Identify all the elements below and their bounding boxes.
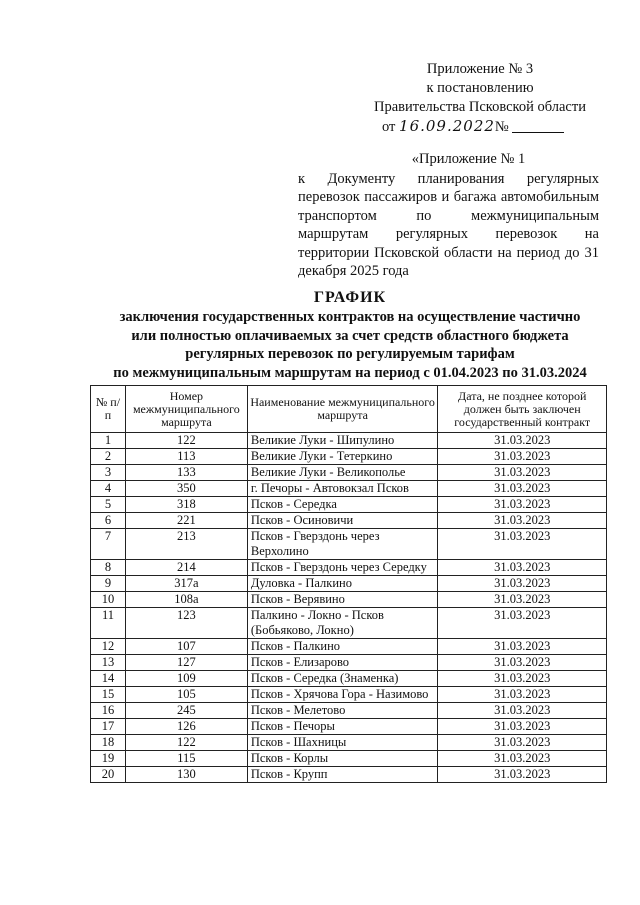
table-body	[91, 433, 607, 783]
deadline-date: 31.03.2023	[438, 719, 607, 735]
route-name: Псков - Печоры	[247, 719, 438, 735]
route-name: Псков - Середка	[247, 497, 438, 513]
table-row	[91, 433, 607, 449]
deadline-date: 31.03.2023	[438, 481, 607, 497]
table-row	[91, 513, 607, 529]
route-number: 213	[125, 529, 247, 560]
route-number: 221	[125, 513, 247, 529]
row-number: 13	[91, 655, 126, 671]
deadline-date: 31.03.2023	[438, 449, 607, 465]
table-row	[91, 719, 607, 735]
row-number: 9	[91, 576, 126, 592]
route-name: г. Печоры - Автовокзал Псков	[247, 481, 438, 497]
row-number: 6	[91, 513, 126, 529]
row-number: 7	[91, 529, 126, 560]
deadline-date: 31.03.2023	[438, 513, 607, 529]
route-name: Псков - Верявино	[247, 592, 438, 608]
route-name: Псков - Хрячова Гора - Назимово	[247, 687, 438, 703]
appendix-3-date-row	[360, 117, 600, 137]
route-number: 133	[125, 465, 247, 481]
table-row	[91, 592, 607, 608]
deadline-date: 31.03.2023	[438, 639, 607, 655]
route-number: 122	[125, 433, 247, 449]
number-label: №	[494, 119, 509, 135]
title-line2: или полностью оплачиваемых за счет средств областного бюджета	[131, 327, 569, 344]
route-name: Псков - Гверздонь через Середку	[247, 560, 438, 576]
row-number: 11	[91, 608, 126, 639]
table-row	[91, 735, 607, 751]
route-name: Псков - Елизарово	[247, 655, 438, 671]
row-number: 14	[91, 671, 126, 687]
table-row	[91, 767, 607, 783]
row-number: 3	[91, 465, 126, 481]
route-number: 318	[125, 497, 247, 513]
row-number: 20	[91, 767, 126, 783]
title-line3: регулярных перевозок по регулируемым тарифам	[185, 346, 515, 362]
appendix-1-body: к Документу планирования регулярных перевозок пассажиров и багажа автомобильным транспортом по межмуниципальным маршрутам регулярных перевозок на территории Псковской области на период до 31 декабря 2025 года	[298, 170, 599, 279]
deadline-date: 31.03.2023	[438, 529, 607, 560]
route-number: 122	[125, 735, 247, 751]
appendix-3-line1: Приложение № 3	[426, 61, 534, 77]
table-row	[91, 449, 607, 465]
deadline-date: 31.03.2023	[438, 703, 607, 719]
header-deadline: Дата, не позднее которой должен быть заключен государственный контракт	[438, 386, 607, 433]
deadline-date: 31.03.2023	[438, 592, 607, 608]
table-row	[91, 608, 607, 639]
row-number: 8	[91, 560, 126, 576]
row-number: 15	[91, 687, 126, 703]
deadline-date: 31.03.2023	[438, 751, 607, 767]
route-number: 126	[125, 719, 247, 735]
deadline-date: 31.03.2023	[438, 576, 607, 592]
route-number: 109	[125, 671, 247, 687]
deadline-date: 31.03.2023	[438, 671, 607, 687]
table-row	[91, 687, 607, 703]
appendix-1-heading: «Приложение № 1	[411, 151, 526, 167]
header-route-name: Наименование межмуниципального маршрута	[247, 386, 438, 433]
deadline-date: 31.03.2023	[438, 608, 607, 639]
table-row	[91, 465, 607, 481]
route-number: 245	[125, 703, 247, 719]
table-row	[91, 560, 607, 576]
route-number: 107	[125, 639, 247, 655]
row-number: 19	[91, 751, 126, 767]
route-name: Палкино - Локно - Псков (Бобьяково, Локно)	[247, 608, 438, 639]
table-row	[91, 497, 607, 513]
table-row	[91, 751, 607, 767]
from-label: от	[382, 119, 396, 135]
deadline-date: 31.03.2023	[438, 465, 607, 481]
appendix-3-line2: к постановлению	[426, 80, 534, 96]
appendix-3-header	[360, 60, 600, 137]
deadline-date: 31.03.2023	[438, 655, 607, 671]
route-name: Великие Луки - Шипулино	[247, 433, 438, 449]
row-number: 10	[91, 592, 126, 608]
route-number: 108а	[125, 592, 247, 608]
route-number: 317а	[125, 576, 247, 592]
deadline-date: 31.03.2023	[438, 560, 607, 576]
route-number: 350	[125, 481, 247, 497]
table-row	[91, 639, 607, 655]
appendix-1-header	[298, 150, 599, 281]
row-number: 1	[91, 433, 126, 449]
title-line1: заключения государственных контрактов на осуществление частично	[119, 309, 581, 325]
route-number: 115	[125, 751, 247, 767]
header-route-number: Номер межмуниципального маршрута	[125, 386, 247, 433]
title-line4: по межмуниципальным маршрутам на период с 01.04.2023 по 31.03.2024	[113, 364, 587, 381]
route-name: Псков - Корлы	[247, 751, 438, 767]
route-name: Псков - Осиновичи	[247, 513, 438, 529]
route-name: Псков - Палкино	[247, 639, 438, 655]
route-name: Псков - Гверздонь через Верхолино	[247, 529, 438, 560]
row-number: 18	[91, 735, 126, 751]
route-number: 127	[125, 655, 247, 671]
row-number: 16	[91, 703, 126, 719]
route-name: Великие Луки - Великополье	[247, 465, 438, 481]
row-number: 12	[91, 639, 126, 655]
deadline-date: 31.03.2023	[438, 767, 607, 783]
deadline-date: 31.03.2023	[438, 735, 607, 751]
route-number: 123	[125, 608, 247, 639]
route-number: 113	[125, 449, 247, 465]
number-blank-line	[512, 118, 564, 133]
route-number: 130	[125, 767, 247, 783]
route-number: 214	[125, 560, 247, 576]
handwritten-date: 16.09.2022	[399, 117, 495, 135]
route-name: Псков - Шахницы	[247, 735, 438, 751]
routes-schedule-table	[90, 385, 607, 783]
table-row	[91, 529, 607, 560]
table-row	[91, 655, 607, 671]
row-number: 5	[91, 497, 126, 513]
row-number: 17	[91, 719, 126, 735]
table-row	[91, 576, 607, 592]
route-name: Псков - Крупп	[247, 767, 438, 783]
appendix-3-line3: Правительства Псковской области	[374, 99, 586, 115]
route-name: Дуловка - Палкино	[247, 576, 438, 592]
deadline-date: 31.03.2023	[438, 497, 607, 513]
route-name: Псков - Середка (Знаменка)	[247, 671, 438, 687]
table-header-row	[91, 386, 607, 433]
table-row	[91, 671, 607, 687]
table-row	[91, 481, 607, 497]
row-number: 2	[91, 449, 126, 465]
document-title	[80, 288, 620, 382]
route-name: Псков - Мелетово	[247, 703, 438, 719]
route-name: Великие Луки - Тетеркино	[247, 449, 438, 465]
title-main: ГРАФИК	[313, 289, 387, 306]
table-row	[91, 703, 607, 719]
deadline-date: 31.03.2023	[438, 433, 607, 449]
deadline-date: 31.03.2023	[438, 687, 607, 703]
route-number: 105	[125, 687, 247, 703]
header-num: № п/п	[91, 386, 126, 433]
row-number: 4	[91, 481, 126, 497]
